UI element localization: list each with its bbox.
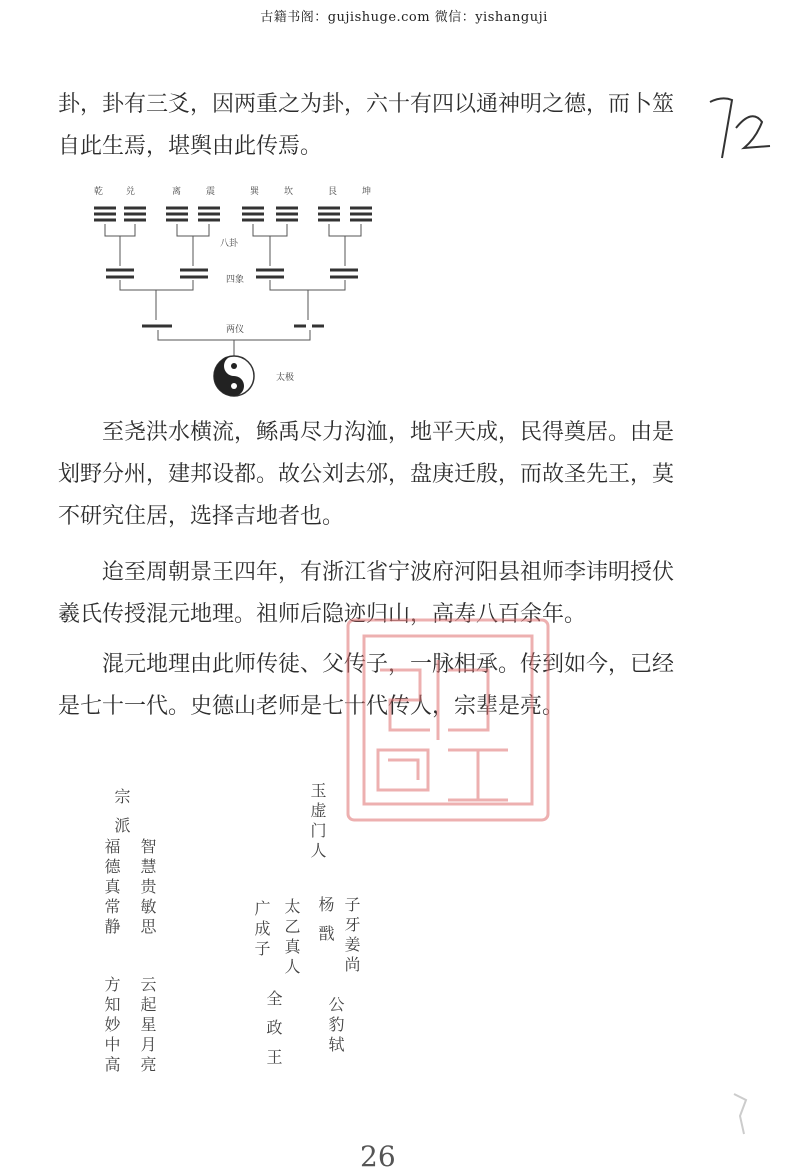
site-watermark: 古籍书阁：gujishuge.com 微信：yishanguji bbox=[260, 10, 548, 25]
paragraph-yao: 至尧洪水横流，鲧禹尽力沟洫，地平天成，民得奠居。由是划野分州，建邦设都。故公刘去邠，盘庚迁殷，而故圣先王，莫不研究住居，选择吉地者也。 bbox=[58, 420, 675, 529]
handwritten-taiyi: 太乙真人 bbox=[282, 898, 301, 978]
trigram-label-li: 离 bbox=[172, 187, 182, 197]
trigram-label-kan: 坎 bbox=[284, 187, 294, 197]
trigram-label-zhen: 震 bbox=[206, 187, 216, 197]
trigram-label-kun: 坤 bbox=[362, 187, 372, 197]
handwritten-yangjian: 杨 戬 bbox=[316, 896, 335, 946]
trigram-label-qian: 乾 bbox=[94, 187, 104, 197]
trigram-label-gen: 艮 bbox=[328, 187, 338, 197]
handwritten-zhihui: 智慧贵敏思 bbox=[138, 838, 157, 938]
handwritten-yunqi: 云起星月亮 bbox=[138, 976, 157, 1076]
handwritten-gongbao: 公豹轼 bbox=[326, 996, 345, 1056]
handwritten-yuxu-menren: 玉虚门人 bbox=[308, 782, 327, 862]
trigram-label-xun: 巽 bbox=[250, 187, 260, 197]
liangyi-label: 两仪 bbox=[226, 325, 245, 335]
page-number: 26 bbox=[360, 1140, 396, 1173]
handwritten-quanzheng: 全 政 王 bbox=[264, 990, 283, 1069]
red-seal-stamp bbox=[318, 610, 578, 830]
bagua-diagram bbox=[80, 180, 380, 400]
handwritten-ziya: 子牙姜尚 bbox=[342, 896, 361, 976]
taiji-symbol bbox=[214, 356, 254, 396]
taiji-label: 太极 bbox=[276, 373, 295, 383]
sixiang-label: 四象 bbox=[226, 275, 245, 285]
paragraph-intro: 卦，卦有三爻，因两重之为卦，六十有四以通神明之德，而卜筮自此生焉，堪舆由此传焉。 bbox=[58, 92, 675, 159]
handwritten-fangzhi: 方知妙中高 bbox=[102, 976, 121, 1076]
handwritten-zong-pai: 宗 派 bbox=[112, 788, 131, 838]
bagua-label: 八卦 bbox=[220, 239, 239, 249]
handwritten-fude: 福德真常静 bbox=[102, 838, 121, 938]
paragraph-lineage: 混元地理由此师传徒、父传子，一脉相承。传到如今，已经是七十一代。史德山老师是七十代传人，宗辈是亮。 bbox=[58, 652, 675, 719]
handwritten-guangcheng: 广成子 bbox=[252, 900, 271, 960]
scan-speck bbox=[730, 1090, 750, 1140]
paragraph-zhou: 迨至周朝景王四年，有浙江省宁波府河阳县祖师李讳明授伏羲氏传授混元地理。祖师后隐迹归山，高寿八百余年。 bbox=[58, 560, 675, 627]
trigram-label-dui: 兑 bbox=[126, 187, 136, 197]
handwritten-margin-number bbox=[700, 88, 790, 178]
